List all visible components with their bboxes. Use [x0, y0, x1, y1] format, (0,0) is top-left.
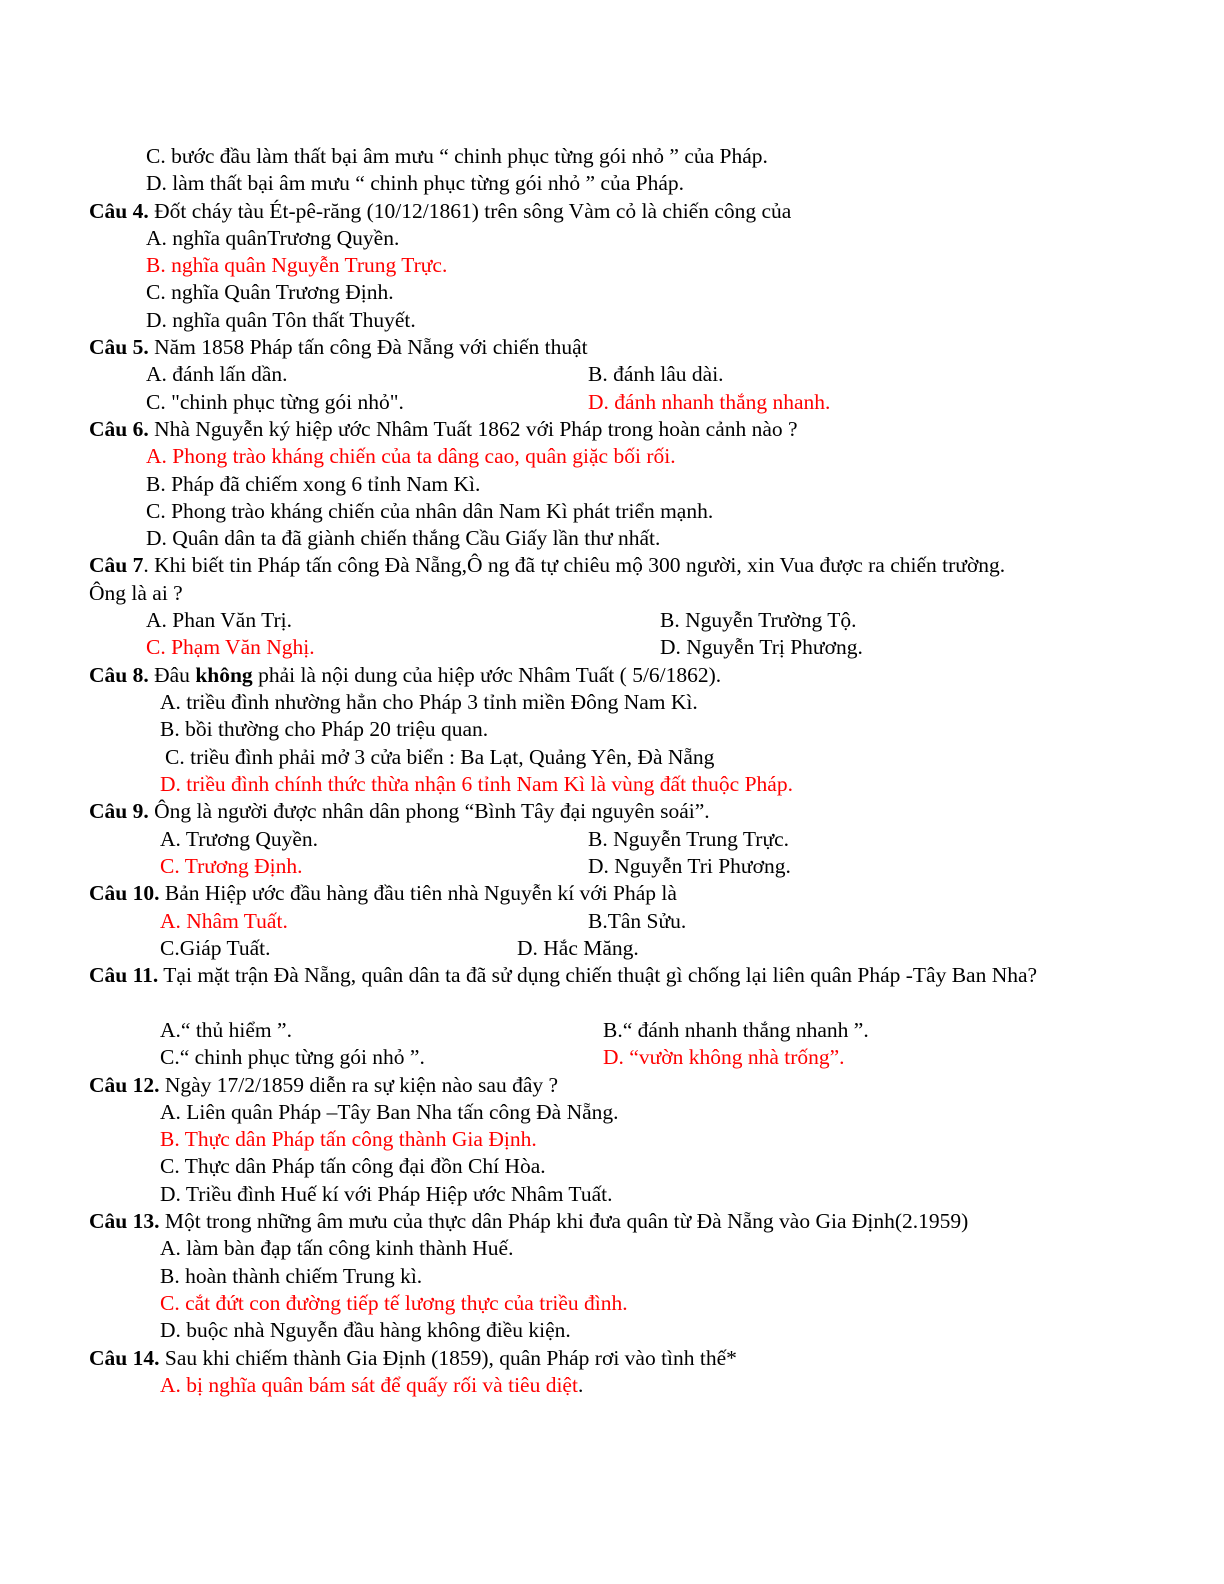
- answer-line: A. Trương Quyền.: [160, 827, 319, 851]
- question-line: [89, 334, 588, 361]
- question-line: [89, 1345, 737, 1372]
- answer-line: A. nghĩa quânTrương Quyền.: [146, 226, 400, 250]
- correct-answer-line: B. nghĩa quân Nguyễn Trung Trực.: [146, 253, 448, 277]
- correct-answer-line: A. Phong trào kháng chiến của ta dâng cao, quân giặc bối rối.: [146, 444, 676, 468]
- answer-line: B. Pháp đã chiếm xong 6 tỉnh Nam Kì.: [146, 472, 481, 496]
- question-text: . Khi biết tin Pháp tấn công Đà Nẵng,Ô ng đã tự chiêu mộ 300 người, xin Vua được ra chiến trường.: [143, 553, 1006, 577]
- answer-line: A. Liên quân Pháp –Tây Ban Nha tấn công Đà Nẵng.: [160, 1100, 619, 1124]
- question-label: Câu 4.: [89, 199, 149, 223]
- answer-line: A. làm bàn đạp tấn công kinh thành Huế.: [160, 1236, 514, 1260]
- question-text: Ngày 17/2/1859 diễn ra sự kiện nào sau đây ?: [159, 1073, 559, 1097]
- answer-line: D. làm thất bại âm mưu “ chinh phục từng gói nhỏ ” của Pháp.: [146, 171, 684, 195]
- question-text: Đâu: [148, 663, 196, 687]
- question-line: [89, 1072, 558, 1099]
- question-label: Câu 7: [89, 553, 144, 577]
- answer-line: C. Thực dân Pháp tấn công đại đồn Chí Hòa.: [160, 1154, 546, 1178]
- answer-line: B. hoàn thành chiếm Trung kì.: [160, 1264, 423, 1288]
- question-label: Câu 10.: [89, 881, 160, 905]
- question-text: Sau khi chiếm thành Gia Định (1859), quân Pháp rơi vào tình thế*: [159, 1346, 737, 1370]
- correct-answer-line: B. Thực dân Pháp tấn công thành Gia Định.: [160, 1127, 537, 1151]
- question-line: [89, 552, 1005, 579]
- answer-line: B. đánh lâu dài.: [588, 362, 724, 386]
- question-text: Tại mặt trận Đà Nẵng, quân dân ta đã sử dụng chiến thuật gì chống lại liên quân Pháp -Tây Ban Nha?: [158, 963, 1038, 987]
- answer-period: .: [577, 1373, 584, 1397]
- correct-answer-text: A. bị nghĩa quân bám sát để quấy rối và tiêu diệt: [160, 1373, 578, 1397]
- question-label: Câu 5.: [89, 335, 149, 359]
- question-text: Một trong những âm mưu của thực dân Pháp khi đưa quân từ Đà Nẵng vào Gia Định(2.1959): [159, 1209, 969, 1233]
- question-line: [89, 662, 721, 689]
- answer-line: B. Nguyễn Trung Trực.: [588, 827, 790, 851]
- answer-line: C. "chinh phục từng gói nhỏ".: [146, 390, 404, 414]
- answer-line: D. buộc nhà Nguyễn đầu hàng không điều kiện.: [160, 1318, 571, 1342]
- question-label: Câu 13.: [89, 1209, 160, 1233]
- question-text: phải là nội dung của hiệp ước Nhâm Tuất ( 5/6/1862).: [252, 663, 722, 687]
- answer-line: D. Nguyễn Tri Phương.: [588, 854, 791, 878]
- question-text: Bản Hiệp ước đầu hàng đầu tiên nhà Nguyễn kí với Pháp là: [159, 881, 677, 905]
- correct-answer-line: D. “vườn không nhà trống”.: [603, 1045, 845, 1069]
- question-label: Câu 14.: [89, 1346, 160, 1370]
- answer-line: D. Triều đình Huế kí với Pháp Hiệp ước Nhâm Tuất.: [160, 1182, 613, 1206]
- question-label: Câu 11.: [89, 963, 159, 987]
- answer-line: C. Phong trào kháng chiến của nhân dân Nam Kì phát triển mạnh.: [146, 499, 714, 523]
- question-line: [89, 962, 1121, 989]
- correct-answer-line: A. Nhâm Tuất.: [160, 909, 288, 933]
- answer-line: A.“ thủ hiểm ”.: [160, 1018, 292, 1042]
- question-label: Câu 8.: [89, 663, 149, 687]
- answer-line: D. Nguyễn Trị Phương.: [660, 635, 863, 659]
- question-line: [89, 798, 710, 825]
- answer-line: D. Quân dân ta đã giành chiến thắng Cầu Giấy lần thư nhất.: [146, 526, 661, 550]
- answer-line: C. bước đầu làm thất bại âm mưu “ chinh phục từng gói nhỏ ” của Pháp.: [146, 144, 768, 168]
- answer-line: A. Phan Văn Trị.: [146, 608, 292, 632]
- correct-answer-line: D. đánh nhanh thắng nhanh.: [588, 390, 831, 414]
- correct-answer-line: D. triều đình chính thức thừa nhận 6 tỉnh Nam Kì là vùng đất thuộc Pháp.: [160, 772, 793, 796]
- answer-line: B. Nguyễn Trường Tộ.: [660, 608, 857, 632]
- question-line: [89, 416, 798, 443]
- question-line: [89, 198, 791, 225]
- correct-answer-line: [160, 1372, 583, 1399]
- answer-line: C. triều đình phải mở 3 cửa biển : Ba Lạt, Quảng Yên, Đà Nẵng: [165, 745, 715, 769]
- question-continuation: Ông là ai ?: [89, 581, 183, 605]
- question-text: Nhà Nguyễn ký hiệp ước Nhâm Tuất 1862 với Pháp trong hoàn cảnh nào ?: [148, 417, 798, 441]
- question-text: Năm 1858 Pháp tấn công Đà Nẵng với chiến thuật: [148, 335, 588, 359]
- question-text: Đốt cháy tàu Ét-pê-răng (10/12/1861) trên sông Vàm cỏ là chiến công của: [148, 199, 792, 223]
- answer-line: B. bồi thường cho Pháp 20 triệu quan.: [160, 717, 489, 741]
- question-line: [89, 1208, 968, 1235]
- question-label: Câu 9.: [89, 799, 149, 823]
- answer-line: B.Tân Sửu.: [588, 909, 687, 933]
- answer-line: B.“ đánh nhanh thắng nhanh ”.: [603, 1018, 869, 1042]
- correct-answer-line: C. Trương Định.: [160, 854, 303, 878]
- answer-line: A. triều đình nhường hẳn cho Pháp 3 tỉnh miền Đông Nam Kì.: [160, 690, 698, 714]
- answer-line: C. nghĩa Quân Trương Định.: [146, 280, 394, 304]
- question-line: [89, 880, 677, 907]
- question-label: Câu 12.: [89, 1073, 160, 1097]
- correct-answer-line: C. cắt đứt con đường tiếp tế lương thực của triều đình.: [160, 1291, 628, 1315]
- answer-line: C.“ chinh phục từng gói nhỏ ”.: [160, 1045, 425, 1069]
- question-label: Câu 6.: [89, 417, 149, 441]
- correct-answer-line: C. Phạm Văn Nghị.: [146, 635, 315, 659]
- answer-line: A. đánh lấn dần.: [146, 362, 288, 386]
- answer-line: D. nghĩa quân Tôn thất Thuyết.: [146, 308, 416, 332]
- answer-line: D. Hắc Măng.: [517, 936, 639, 960]
- emphasis-word: không: [195, 663, 253, 687]
- answer-line: C.Giáp Tuất.: [160, 936, 271, 960]
- question-text: Ông là người được nhân dân phong “Bình Tây đại nguyên soái”.: [148, 799, 710, 823]
